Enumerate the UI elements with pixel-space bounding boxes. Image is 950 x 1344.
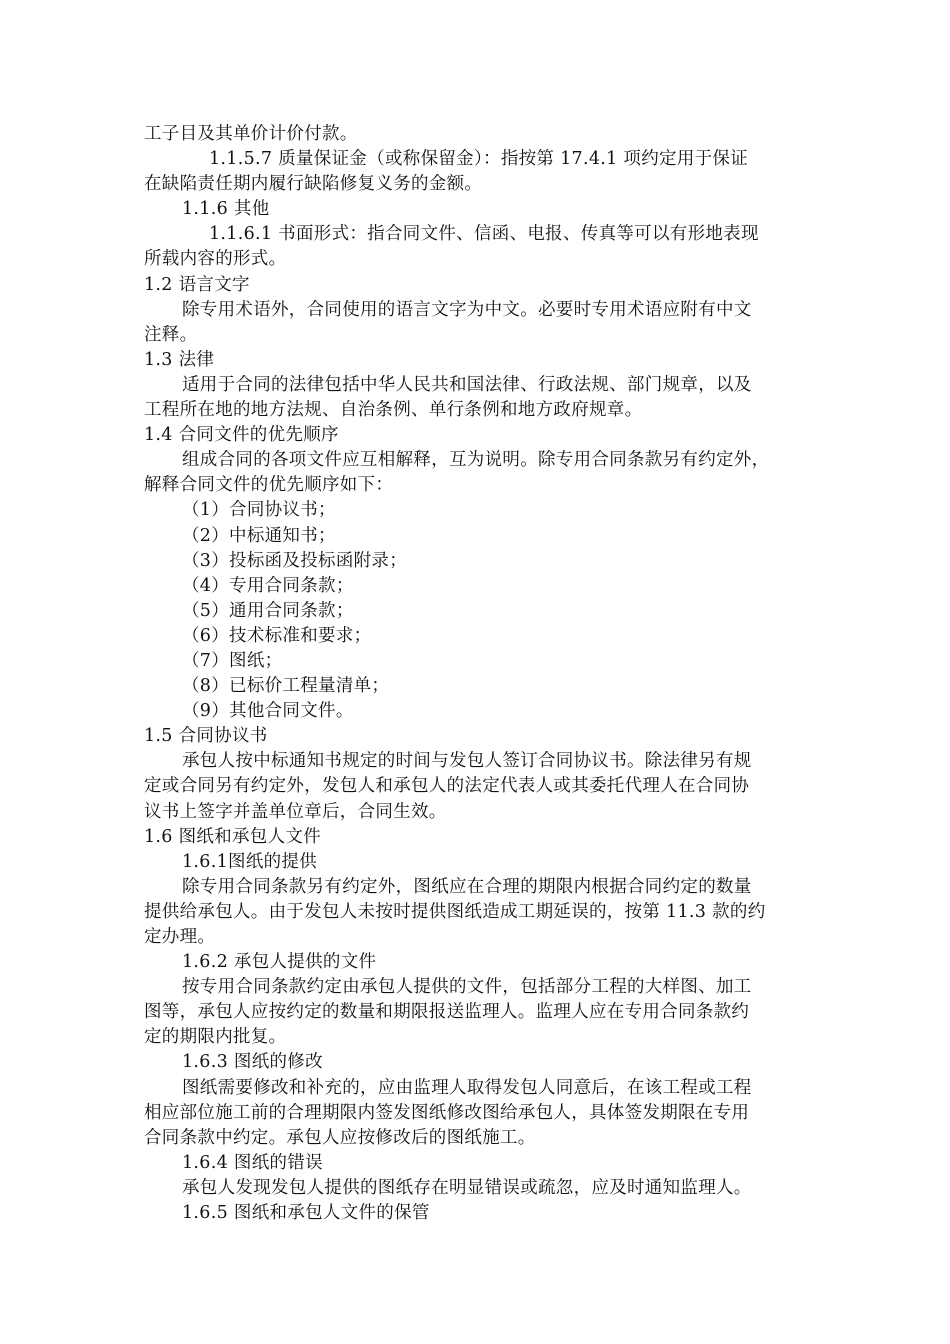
text-line: 除专用术语外，合同使用的语言文字为中文。必要时专用术语应附有中文	[182, 299, 752, 320]
text-line: 1.5 合同协议书	[144, 726, 268, 747]
text-line: 1.1.6.1 书面形式：指合同文件、信函、电报、传真等可以有形地表现	[209, 224, 759, 245]
text-line: 定的期限内批复。	[144, 1027, 287, 1048]
text-line: （9）其他合同文件。	[182, 701, 354, 722]
text-line: 1.6 图纸和承包人文件	[144, 826, 321, 847]
document-body	[144, 122, 814, 1226]
text-line: （2）中标通知书；	[182, 525, 336, 546]
text-line: 合同条款中约定。承包人应按修改后的图纸施工。	[144, 1127, 536, 1148]
text-line: （6）技术标准和要求；	[182, 625, 372, 646]
text-line: 议书上签字并盖单位章后，合同生效。	[144, 801, 447, 822]
text-line: 提供给承包人。由于发包人未按时提供图纸造成工期延误的，按第 11.3 款的约	[144, 901, 766, 922]
text-line: 解释合同文件的优先顺序如下：	[144, 475, 394, 496]
text-line: 定办理。	[144, 927, 216, 947]
text-line: （1）合同协议书；	[182, 500, 336, 521]
text-line: 工子目及其单价计价付款。	[144, 124, 358, 144]
text-line: 按专用合同条款约定由承包人提供的文件，包括部分工程的大样图、加工	[182, 977, 752, 998]
text-line: 1.6.5 图纸和承包人文件的保管	[182, 1203, 430, 1224]
text-line: 图纸需要修改和补充的，应由监理人取得发包人同意后，在该工程或工程	[182, 1077, 752, 1098]
text-line: 注释。	[144, 324, 198, 345]
text-line: 1.1.6 其他	[182, 199, 270, 220]
text-line: 1.6.2 承包人提供的文件	[182, 952, 377, 973]
text-line: 在缺陷责任期内履行缺陷修复义务的金额。	[144, 174, 483, 195]
text-line: 相应部位施工前的合理期限内签发图纸修改图给承包人，具体签发期限在专用	[144, 1102, 750, 1123]
text-line: 1.6.4 图纸的错误	[182, 1152, 323, 1173]
text-line: （4）专用合同条款；	[182, 575, 354, 596]
text-line: 1.4 合同文件的优先顺序	[144, 425, 339, 446]
text-line: 图等，承包人应按约定的数量和期限报送监理人。监理人应在专用合同条款约	[144, 1002, 750, 1023]
text-line: 1.3 法律	[144, 349, 215, 370]
text-line: 定或合同另有约定外，发包人和承包人的法定代表人或其委托代理人在合同协	[144, 776, 750, 797]
text-line: 承包人发现发包人提供的图纸存在明显错误或疏忽，应及时通知监理人。	[182, 1177, 752, 1198]
text-line: 除专用合同条款另有约定外，图纸应在合理的期限内根据合同约定的数量	[182, 876, 752, 897]
text-line: 工程所在地的地方法规、自治条例、单行条例和地方政府规章。	[144, 400, 643, 421]
text-line: 1.2 语言文字	[144, 274, 250, 295]
text-line: 承包人按中标通知书规定的时间与发包人签订合同协议书。除法律另有规	[182, 751, 752, 772]
text-line: 1.1.5.7 质量保证金（或称保留金）：指按第 17.4.1 项约定用于保证	[209, 149, 749, 170]
text-line: 组成合同的各项文件应互相解释，互为说明。除专用合同条款另有约定外，	[182, 450, 770, 471]
text-line: 1.6.3 图纸的修改	[182, 1052, 323, 1073]
text-line: （5）通用合同条款；	[182, 600, 354, 621]
text-line: （3）投标函及投标函附录；	[182, 550, 408, 571]
text-line: （8）已标价工程量清单；	[182, 676, 390, 697]
text-line: 所载内容的形式。	[144, 249, 287, 270]
text-line: 适用于合同的法律包括中华人民共和国法律、行政法规、部门规章，以及	[182, 374, 752, 395]
text-line: （7）图纸；	[182, 650, 283, 671]
text-line: 1.6.1图纸的提供	[182, 851, 318, 872]
